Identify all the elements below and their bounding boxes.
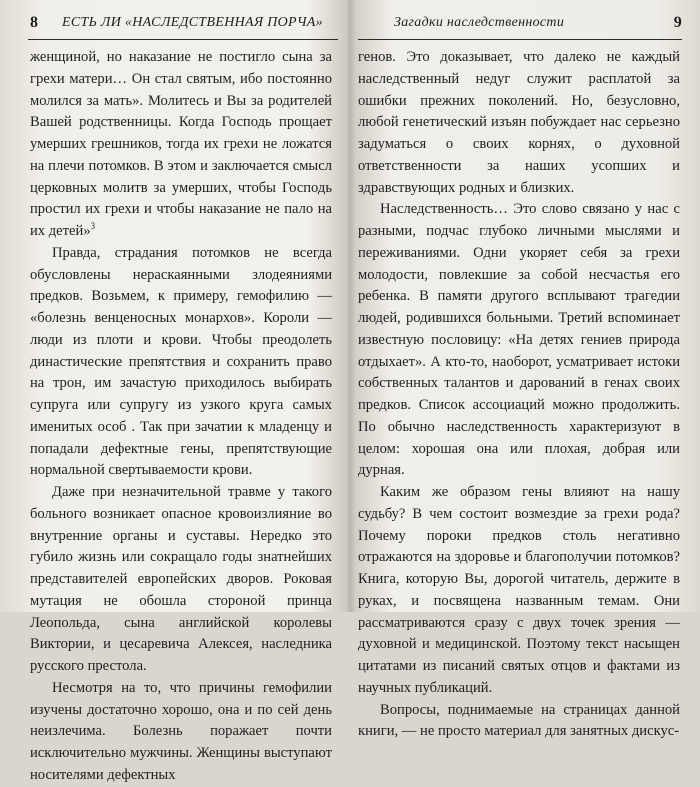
- left-page: [0, 0, 350, 783]
- right-page-body: [358, 47, 680, 743]
- header-rule: [28, 39, 338, 40]
- paragraph-text: женщиной, но наказание не постигло сына за грехи матери… Он стал святым, ибо постоянно молился за мать». Молитесь и Вы за родителей Вашей родственницы. Когда Господь прощает умерших грешников, тогда их грехи не ложатся на плечи потомков. В этом и заключается смысл церковных молитв за умерших, чтобы Господь простил их грехи и чтобы наказание не пало на их детей»: [30, 49, 332, 239]
- right-page-header: [360, 14, 682, 36]
- paragraph: Наследственность… Это слово связано у нас с разными, подчас глубоко личными мыслями и переживаниями. Одни укоряет себя за грехи молодости, повлекшие за собой несчастья его ребенка. В памяти другого всплывают трагедии людей, родившихся больными. Третий вспоминает известную пословицу: «На детях гениев природа отдыхает». А кто-то, наоборот, усматривает истоки собственных талантов и дарований в генах своих предков. Список ассоциаций можно продолжить. По обычно наследственность характеризуют в целом: хорошая она или плохая, добрая или дурная.: [358, 201, 680, 479]
- right-page: [350, 0, 700, 740]
- paragraph: Несмотря на то, что причины гемофилии изучены достаточно хорошо, она и по сей день неизлечима. Болезнь поражает почти исключительно мужчины. Женщины выступают носителями дефектных: [30, 679, 332, 783]
- left-page-body: [30, 47, 332, 787]
- paragraph: Каким же образом гены влияют на нашу судьбу? В чем состоит возмездие за грехи рода? Почему пороки предков столь негативно отражаются на здоровье и благополучии потомков? Книга, которую Вы, дорогой читатель, держите в руках, и посвящена названным темам. Они рассматриваются сразу с двух точек зрения — духовной и медицинской. Поэтому текст насыщен цитатами из писаний святых отцов и фактами из научных публикаций.: [358, 484, 680, 696]
- paragraph: [30, 47, 332, 243]
- page-number: 9: [673, 14, 682, 31]
- page-number: 8: [30, 14, 39, 31]
- footnote-mark: 3: [90, 221, 96, 232]
- paragraph: генов. Это доказывает, что далеко не каждый наследственный недуг служит расплатой за ошибки прежних поколений. Но, безусловно, любой генетический изъян побуждает нас серьезно задуматься о своих корнях, о духовной ответственности за наших усопших и здравствующих родных и близких.: [358, 49, 680, 196]
- paragraph: Правда, страдания потомков не всегда обусловлены нераскаянными злодеяниями предков. Возьмем, к примеру, гемофилию — «болезнь венценосных монархов». Короли — люди из плоти и крови. Чтобы преодолеть династические препятствия и сохранить право на трон, им зачастую приходилось выбирать супруга или супругу из узкого круга самых именитых особ . Так при зачатии к младенцу и попадали дефектные гены, препятствующие нормальной свертываемости крови.: [30, 244, 332, 479]
- header-rule: [358, 39, 682, 40]
- running-head: Загадки наследственности: [394, 15, 565, 30]
- paragraph: Даже при незначительной травме у такого больного возникает опасное кровоизлияние во внутренние органы и суставы. Нередко это губило жизнь или сокращало годы знатнейших представителей европейских дворов. Роковая мутация не обошла стороной принца Леопольда, сына английской королевы Виктории, и цесаревича Алексея, наследника русского престола.: [30, 484, 332, 674]
- paragraph: Вопросы, поднимаемые на страницах данной книги, — не просто материал для занятных дискус-: [358, 701, 680, 740]
- left-page-header: [30, 14, 340, 36]
- running-head: ЕСТЬ ЛИ «НАСЛЕДСТВЕННАЯ ПОРЧА»: [62, 15, 323, 30]
